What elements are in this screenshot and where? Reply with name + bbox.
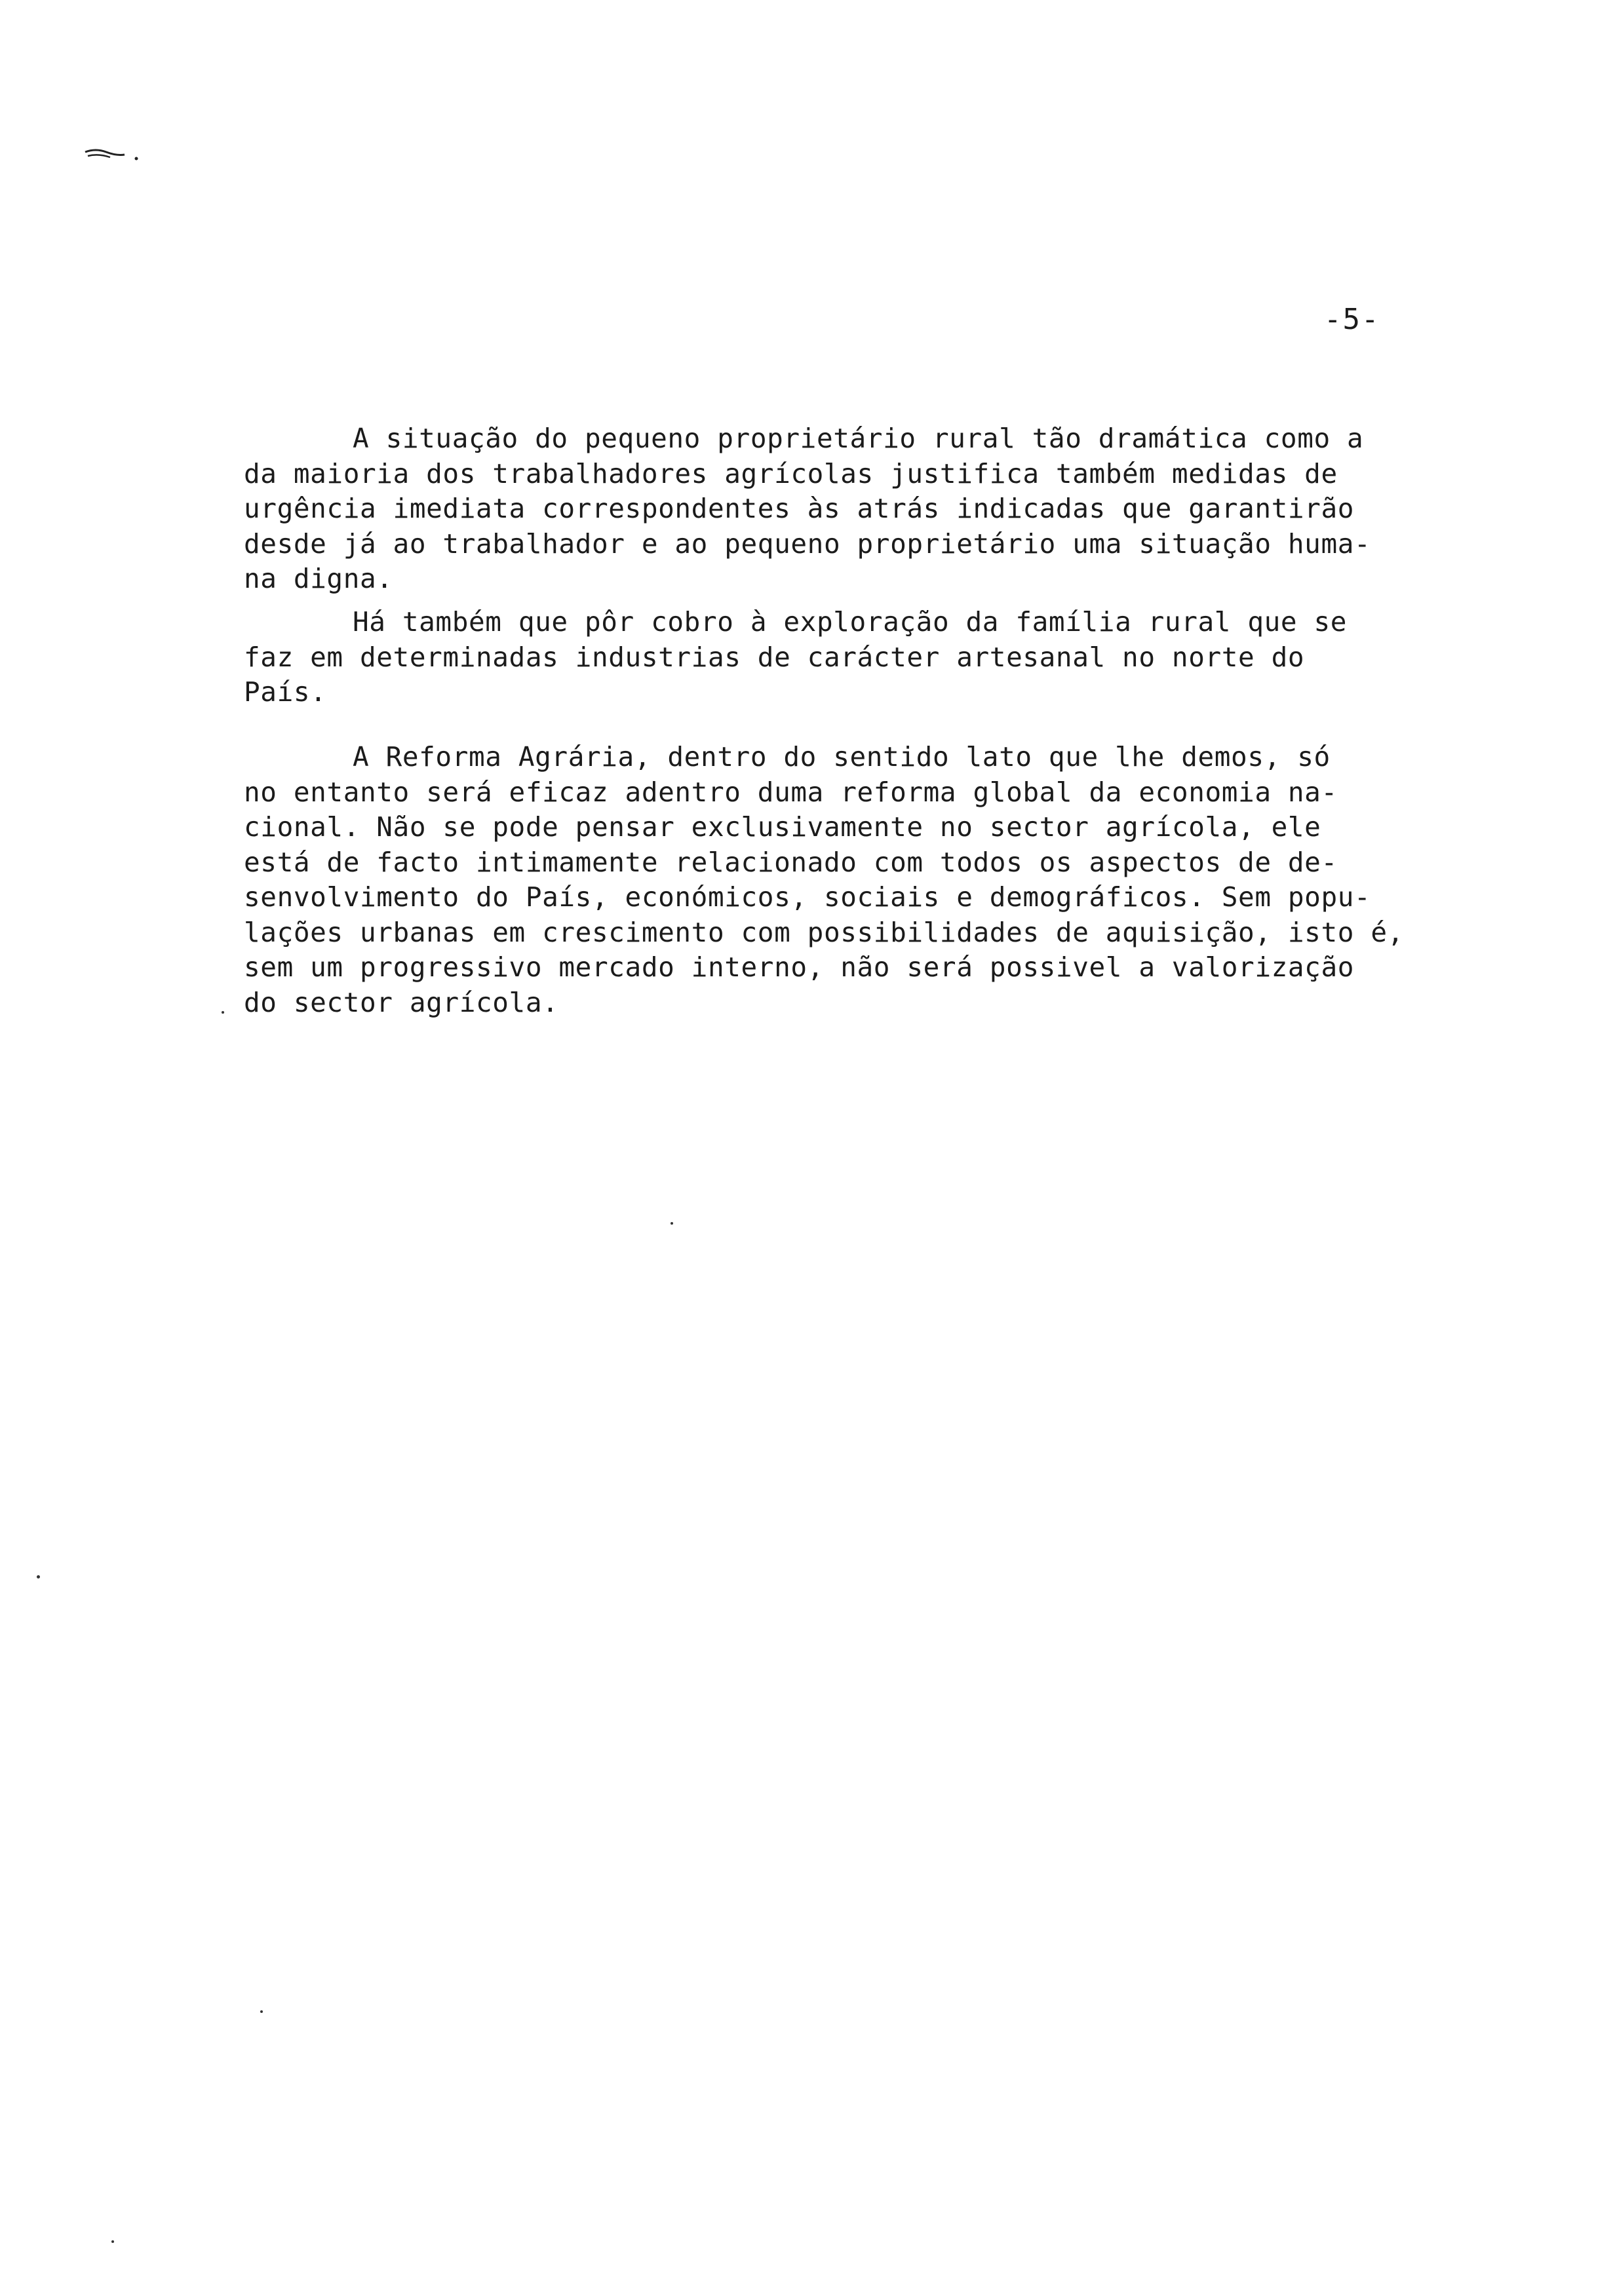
paragraph-small-proprietor: [244, 421, 1489, 597]
paper-speck: [37, 1575, 40, 1578]
paragraph-line: no entanto será eficaz adentro duma reforma global da economia na-: [244, 776, 1338, 808]
handwritten-mark-icon: [84, 138, 143, 177]
paragraph-line: País.: [244, 676, 327, 708]
paragraph-rural-family: [244, 605, 1489, 710]
paragraph-line: sem um progressivo mercado interno, não será possivel a valorização: [244, 951, 1355, 983]
paragraph-line: do sector agrícola.: [244, 986, 559, 1018]
paragraph-line: está de facto intimamente relacionado com todos os aspectos de de-: [244, 846, 1338, 878]
page-number: -5-: [1324, 303, 1380, 336]
paragraph-line: faz em determinadas industrias de carácter artesanal no norte do: [244, 641, 1305, 673]
paragraph-agrarian-reform: [244, 740, 1489, 1020]
paragraph-line: senvolvimento do País, económicos, sociais e demográficos. Sem popu-: [244, 881, 1371, 913]
paragraph-line: desde já ao trabalhador e ao pequeno proprietário uma situação huma-: [244, 527, 1371, 560]
paragraph-line: A situação do pequeno proprietário rural tão dramática como a: [353, 423, 1364, 454]
paragraph-line: lações urbanas em crescimento com possibilidades de aquisição, isto é,: [244, 916, 1404, 948]
paper-speck: [260, 2010, 263, 2013]
paragraph-line: Há também que pôr cobro à exploração da família rural que se: [353, 606, 1348, 638]
paper-speck: [671, 1222, 673, 1225]
paragraph-line: da maioria dos trabalhadores agrícolas justifica também medidas de: [244, 457, 1338, 489]
paragraph-line: na digna.: [244, 563, 393, 594]
paper-speck: [111, 2240, 114, 2243]
paragraph-line: urgência imediata correspondentes às atrás indicadas que garantirão: [244, 493, 1355, 524]
paper-speck: [222, 1011, 224, 1014]
paragraph-line: cional. Não se pode pensar exclusivamente no sector agrícola, ele: [244, 811, 1321, 843]
paragraph-line: A Reforma Agrária, dentro do sentido lato que lhe demos, só: [353, 741, 1331, 773]
